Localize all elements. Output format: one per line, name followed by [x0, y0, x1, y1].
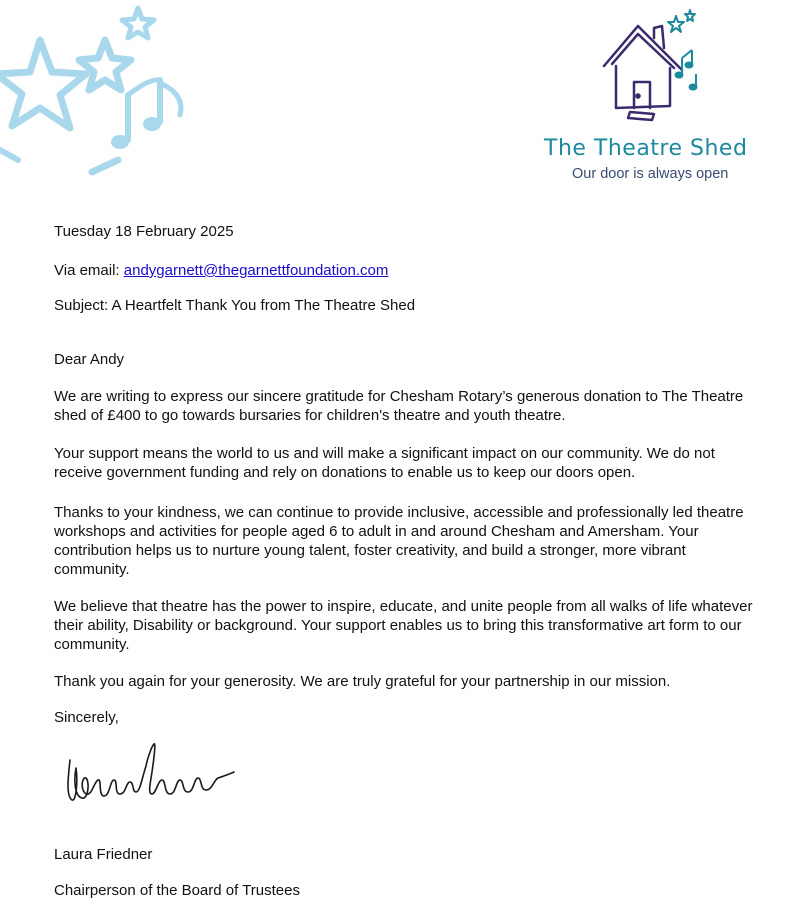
via-email-line	[54, 261, 388, 280]
salutation: Dear Andy	[54, 351, 125, 368]
paragraph: Thank you again for your generosity. We are truly grateful for your partnership in our mission.	[54, 673, 671, 690]
paragraph: Thanks to your kindness, we can continue to provide inclusive, accessible and professionally led theatre workshops and activities for people aged 6 to adult in and around Chesham and Amersham. Your contribution helps us to nurture young talent, foster creativity, and build a stronger, more vibrant community.	[54, 504, 744, 578]
letter-subject: Subject: A Heartfelt Thank You from The Theatre Shed	[54, 297, 416, 314]
via-email-label: Via email:	[54, 262, 124, 279]
email-link[interactable]: andygarnett@thegarnettfoundation.com	[123, 262, 389, 279]
paragraph: Your support means the world to us and will make a significant impact on our community. We do not receive government funding and rely on donations to enable us to keep our doors open.	[54, 445, 715, 481]
theatre-shed-logo	[538, 8, 748, 182]
paragraph: We are writing to express our sincere gratitude for Chesham Rotary’s generous donation to The Theatre shed of £400 to go towards bursaries for children's theatre and youth theatre.	[54, 388, 744, 424]
logo-name: The Theatre Shed	[544, 136, 748, 161]
paragraph: We believe that theatre has the power to inspire, educate, and unite people from all walks of life whatever their ability, Disability or background. Your support enables us to bring this transformative art form to our community.	[54, 598, 753, 653]
closing: Sincerely,	[54, 709, 119, 726]
signer-role: Chairperson of the Board of Trustees	[54, 882, 300, 899]
house-with-stars-and-music-notes-icon	[594, 8, 704, 128]
signer-name: Laura Friedner	[54, 846, 153, 863]
letter-date: Tuesday 18 February 2025	[54, 223, 234, 240]
signature	[62, 738, 242, 810]
stars-and-music-notes-icon	[0, 0, 200, 190]
logo-tagline: Our door is always open	[572, 166, 729, 182]
